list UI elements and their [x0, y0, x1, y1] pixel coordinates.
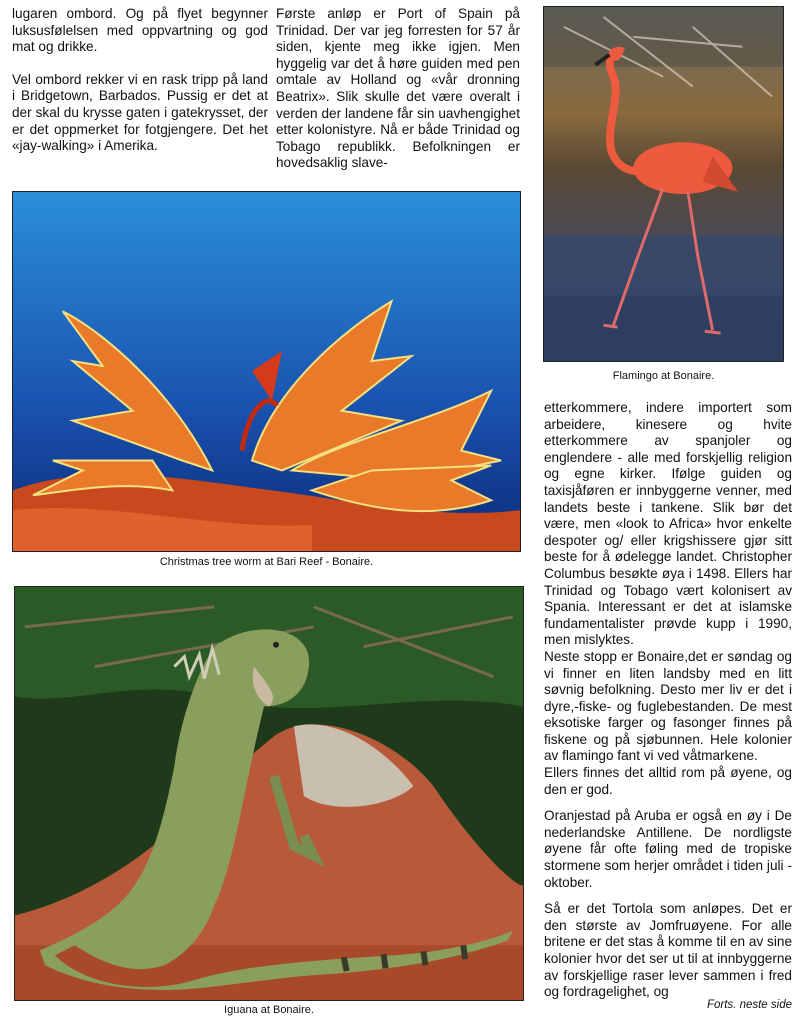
paragraph: lugaren ombord. Og på flyet begynner luksusfølelsen med oppvartning og god mat og drikke.	[12, 6, 268, 55]
paragraph: Vel ombord rekker vi en rask tripp på land i Bridgetown, Barbados. Pussig er det at der skal du krysse gaten i gatekrysset, der er det oppmerket for fotgjengere. Det het «jay-walking» i Amerika.	[12, 71, 268, 154]
paragraph: etterkommere, indere importert som arbeidere, kinesere og hvite etterkommere av spanjoler og englendere - alle med forskjellig religion og egne kirker. Ifølge guiden og taxisjåføren er innbyggerne venner, med landets beste i tankene. Slik bør det være, men «look to Africa» hvor enkelte despoter og/ eller krigshissere gjør sitt beste for å ødelegge landet. Christopher Columbus besøkte øya i 1498. Ellers har Trinidad og Tobago vært kolonisert av Spania. Interessant er det at islamske fundamentalister prøvde kupp i 1990, men mislyktes.	[544, 400, 792, 648]
christmas-tree-worm-photo	[12, 191, 521, 552]
article-column-2	[276, 6, 520, 172]
article-column-1	[12, 6, 268, 155]
article-column-3	[544, 400, 792, 1001]
flamingo-photo	[543, 6, 784, 362]
worm-caption: Christmas tree worm at Bari Reef - Bonaire.	[159, 556, 374, 568]
continued-note: Forts. neste side	[706, 999, 792, 1011]
paragraph: Første anløp er Port of Spain på Trinidad. Der var jeg forresten for 57 år siden, kjente meg ikke igjen. Men hyggelig var det å høre guiden med pen omtale av Holland og «vår dronning Beatrix». Slik skulle det være overalt i verden der landene får sin uavhengighet etter kolonistyre. Nå er både Trinidad og Tobago republikk. Befolkningen er hovedsaklig slave-	[276, 6, 520, 171]
flamingo-caption: Flamingo at Bonaire.	[612, 370, 715, 382]
iguana-caption: Iguana at Bonaire.	[224, 1004, 314, 1016]
paragraph: Ellers finnes det alltid rom på øyene, og den er god.	[544, 765, 792, 797]
iguana-photo	[14, 586, 524, 1001]
paragraph: Så er det Tortola som anløpes. Det er den største av Jomfruøyene. For alle britene er det stas å komme til en av sine kolonier hvor det ser ut til at innbyggerne av forskjellige raser lever sammen i fred og fordragelighet, og	[544, 901, 792, 1000]
paragraph: Neste stopp er Bonaire,det er søndag og vi finner en liten landsby med en litt søvnig befolkning. Desto mer liv er det i dyre,-fiske- og fuglebestanden. De mest eksotiske farger og fasonger finnes på fiskene og på sjøbunnen. Hele kolonier av flamingo fant vi ved våtmarkene.	[544, 648, 792, 764]
paragraph: Oranjestad på Aruba er også en øy i De nederlandske Antillene. De nordligste øyene får ofte føling med de tropiske stormene som herjer området i tiden juli - oktober.	[544, 808, 792, 890]
